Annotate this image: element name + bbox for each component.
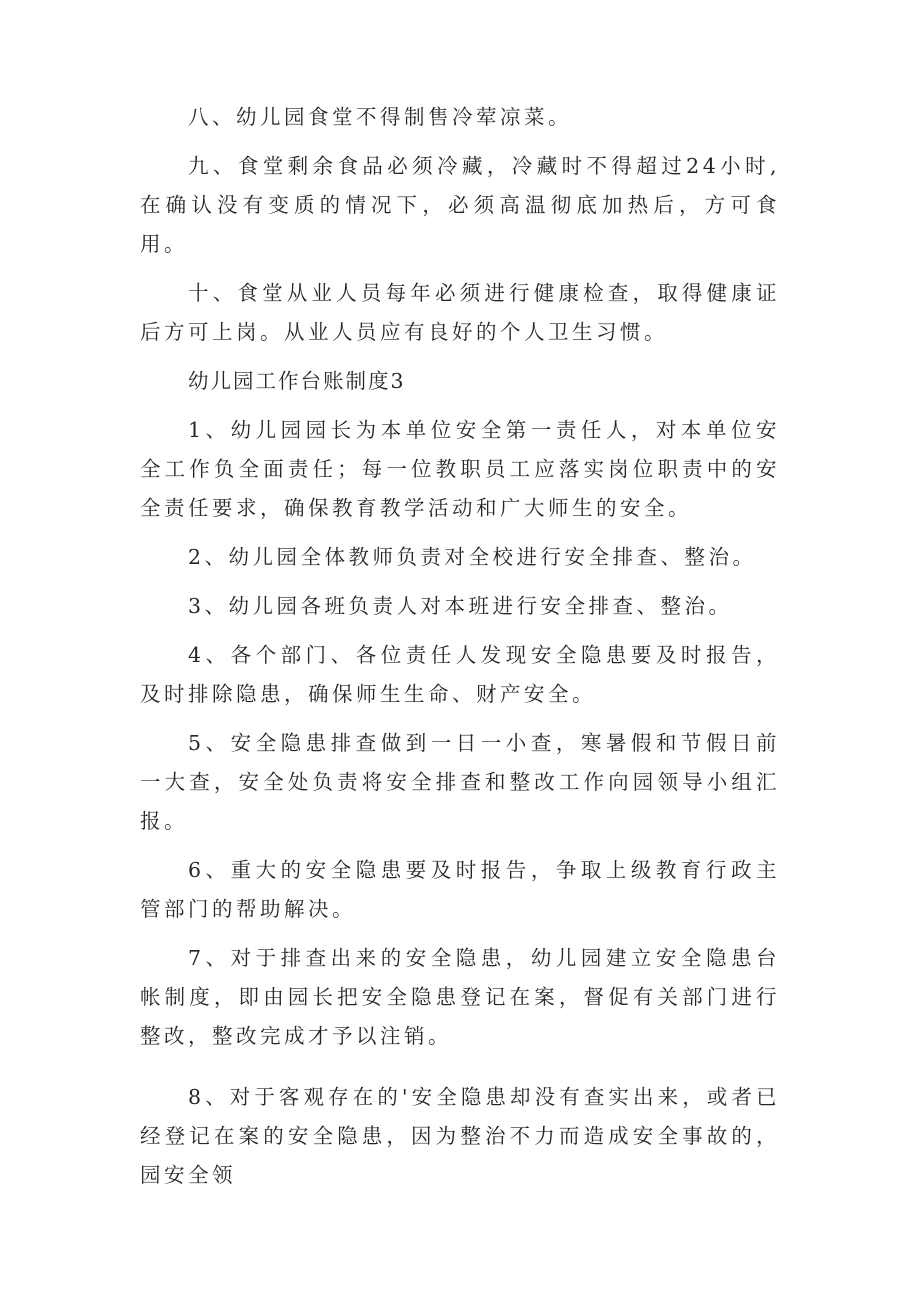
- rule-1-director-responsibility: 1、幼儿园园长为本单位安全第一责任人，对本单位安全工作负全面责任；每一位教职员工应落实岗位职责中的安全责任要求，确保教育教学活动和广大师生的安全。: [140, 418, 780, 520]
- rule-8-accountability: 8、对于客观存在的'安全隐患却没有查实出来，或者已经登记在案的安全隐患，因为整治不力而造成安全事故的，园安全领: [140, 1085, 780, 1187]
- rule-4-report-hazards: 4、各个部门、各位责任人发现安全隐患要及时报告，及时排除隐患，确保师生生命、财产安全。: [140, 643, 780, 706]
- paragraph-8-canteen-cold-dishes: 八、幼儿园食堂不得制售冷荤凉菜。: [188, 105, 572, 129]
- rule-2-teachers-inspection: 2、幼儿园全体教师负责对全校进行安全排查、整治。: [188, 545, 757, 569]
- paragraph-9-leftover-food: 九、食堂剩余食品必须冷藏，冷藏时不得超过24小时,在确认没有变质的情况下，必须高温彻底加热后，方可食用。: [140, 154, 780, 256]
- rule-5-inspection-schedule: 5、安全隐患排查做到一日一小查，寒暑假和节假日前一大查，安全处负责将安全排查和整改工作向园领导小组汇报。: [140, 731, 780, 833]
- rule-7-hazard-ledger: 7、对于排查出来的安全隐患，幼儿园建立安全隐患台帐制度，即由园长把安全隐患登记在案，督促有关部门进行整改，整改完成才予以注销。: [140, 946, 780, 1048]
- paragraph-10-staff-health-check: 十、食堂从业人员每年必须进行健康检查，取得健康证后方可上岗。从业人员应有良好的个人卫生习惯。: [140, 281, 780, 344]
- section-heading: 幼儿园工作台账制度3: [188, 369, 406, 393]
- rule-6-major-hazards: 6、重大的安全隐患要及时报告，争取上级教育行政主管部门的帮助解决。: [140, 858, 780, 921]
- rule-3-class-inspection: 3、幼儿园各班负责人对本班进行安全排查、整治。: [188, 594, 733, 618]
- document-body: [140, 98, 780, 1205]
